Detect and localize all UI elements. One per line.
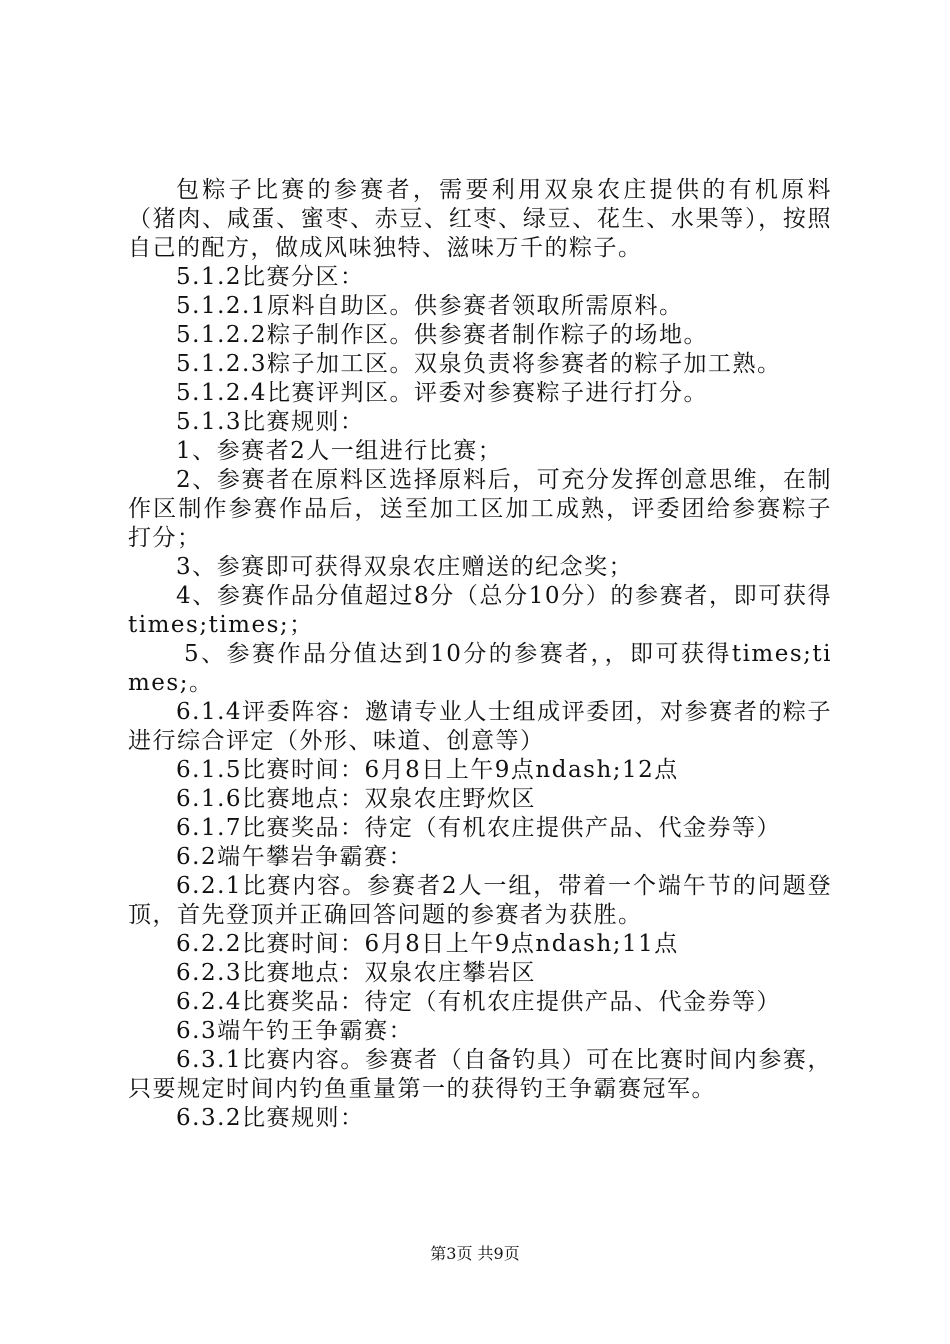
paragraph-section-5-1-3: 5.1.3比赛规则： [176,409,365,435]
paragraph-section-6-3: 6.3端午钓王争霸赛： [176,1018,414,1044]
paragraph-section-6-3-1: 6.3.1比赛内容。参赛者（自备钓具）可在比赛时间内参赛，只要规定时间内钓鱼重量第一的获得钓王争霸赛冠军。 [128,1047,832,1102]
paragraph-rule-2: 2、参赛者在原料区选择原料后，可充分发挥创意思维，在制作区制作参赛作品后，送至加工区加工成熟，评委团给参赛粽子打分； [128,467,832,551]
paragraph-section-6-2-4: 6.2.4比赛奖品：待定（有机农庄提供产品、代金券等） [176,989,782,1015]
paragraph-section-6-2-1: 6.2.1比赛内容。参赛者2人一组，带着一个端午节的问题登顶，首先登顶并正确回答问题的参赛者为获胜。 [128,873,832,928]
paragraph-section-6-1-7: 6.1.7比赛奖品：待定（有机农庄提供产品、代金券等） [176,815,782,841]
paragraph-section-5-1-2: 5.1.2比赛分区： [176,264,365,290]
page-number-label: 第3页 共9页 [430,1244,520,1263]
paragraph-section-6-3-2: 6.3.2比赛规则： [176,1105,365,1131]
paragraph-section-6-2: 6.2端午攀岩争霸赛： [176,844,414,870]
paragraph-intro: 包粽子比赛的参赛者，需要利用双泉农庄提供的有机原料（猪肉、咸蛋、蜜枣、赤豆、红枣、绿豆、花生、水果等），按照自己的配方，做成风味独特、滋味万千的粽子。 [128,177,832,261]
paragraph-section-5-1-2-4: 5.1.2.4比赛评判区。评委对参赛粽子进行打分。 [176,380,708,406]
page-footer [0,1244,950,1264]
paragraph-section-6-1-4: 6.1.4评委阵容：邀请专业人士组成评委团，对参赛者的粽子进行综合评定（外形、味道、创意等） [128,699,832,754]
paragraph-rule-4: 4、参赛作品分值超过8分（总分10分）的参赛者，即可获得times;times;； [128,583,832,638]
paragraph-rule-3: 3、参赛即可获得双泉农庄赠送的纪念奖； [176,554,634,580]
paragraph-section-6-2-3: 6.2.3比赛地点：双泉农庄攀岩区 [176,960,537,986]
paragraph-section-6-1-6: 6.1.6比赛地点：双泉农庄野炊区 [176,786,537,812]
document-body [128,176,832,1133]
paragraph-section-5-1-2-1: 5.1.2.1原料自助区。供参赛者领取所需原料。 [176,293,684,319]
paragraph-section-6-2-2: 6.2.2比赛时间：6月8日上午9点ndash;11点 [176,931,679,957]
paragraph-rule-5: 5、参赛作品分值达到10分的参赛者，，即可获得times;times;。 [128,641,832,696]
paragraph-section-6-1-5: 6.1.5比赛时间：6月8日上午9点ndash;12点 [176,757,679,783]
paragraph-rule-1: 1、参赛者2人一组进行比赛； [176,438,503,464]
paragraph-section-5-1-2-2: 5.1.2.2粽子制作区。供参赛者制作粽子的场地。 [176,322,708,348]
paragraph-section-5-1-2-3: 5.1.2.3粽子加工区。双泉负责将参赛者的粽子加工熟。 [176,351,782,377]
